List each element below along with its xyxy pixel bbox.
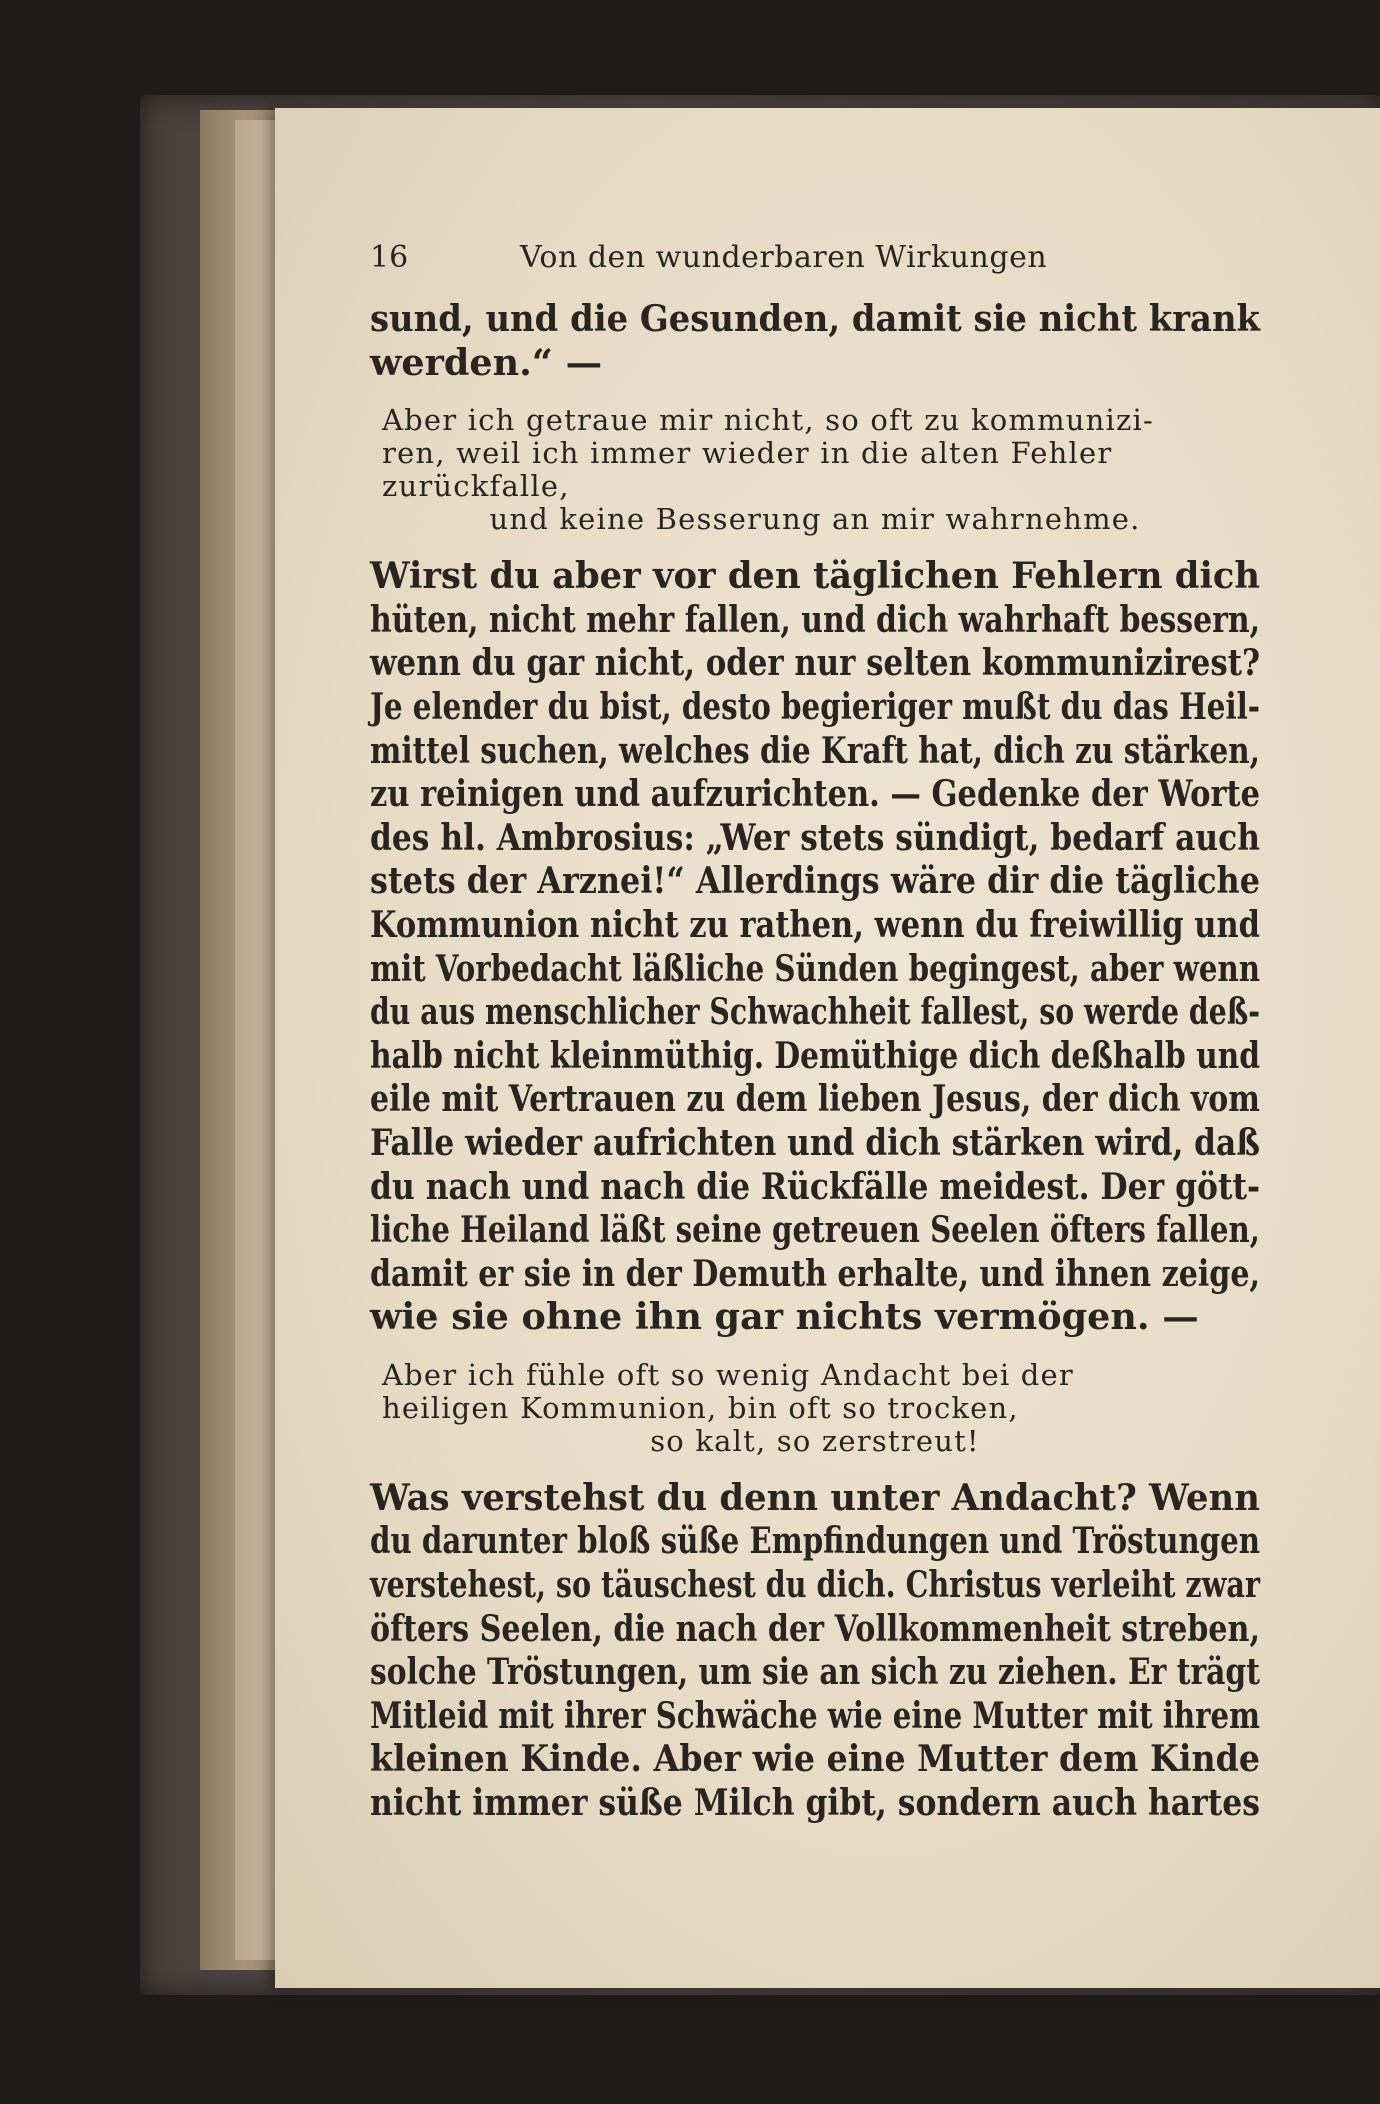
- text-line: des hl. Ambrosius: „Wer stets sündigt, bedarf auch: [370, 815, 1260, 859]
- question-objection-2: [382, 1359, 1248, 1458]
- text-line: wenn du gar nicht, oder nur selten kommunizirest?: [370, 641, 1260, 685]
- text-line: mittel suchen, welches die Kraft hat, dich zu stärken,: [370, 728, 1260, 772]
- text-line: halb nicht kleinmüthig. Demüthige dich deßhalb und: [370, 1033, 1260, 1077]
- text-line: du aus menschlicher Schwachheit fallest, so werde deß-: [370, 990, 1260, 1034]
- paragraph-answer-2: [370, 1476, 1260, 1825]
- question-line: Aber ich fühle oft so wenig Andacht bei der: [382, 1357, 1074, 1392]
- text-line: kleinen Kinde. Aber wie eine Mutter dem Kinde: [370, 1737, 1260, 1781]
- question-line: Aber ich getraue mir nicht, so oft zu kommunizi-: [382, 403, 1154, 438]
- text-line: sund, und die Gesunden, damit sie nicht krank: [370, 297, 1260, 340]
- text-line: Kommunion nicht zu rathen, wenn du freiwillig und: [370, 902, 1260, 946]
- text-line: mit Vorbedacht läßliche Sünden begingest, aber wenn: [370, 946, 1260, 990]
- question-line: so kalt, so zerstreut!: [650, 1423, 980, 1458]
- text-line: Was verstehst du denn unter Andacht? Wenn: [370, 1475, 1260, 1519]
- text-line: verstehest, so täuschest du dich. Christus verleiht zwar: [370, 1563, 1260, 1607]
- text-line: eile mit Vertrauen zu dem lieben Jesus, der dich vom: [370, 1077, 1260, 1121]
- text-line: du nach und nach die Rückfälle meidest. Der gött-: [370, 1164, 1260, 1208]
- paragraph-answer-1: [370, 554, 1260, 1339]
- text-line: du darunter bloß süße Empfindungen und Tröstungen: [370, 1519, 1260, 1563]
- text-line: Wirst du aber vor den täglichen Fehlern dich: [370, 554, 1260, 598]
- text-line: Mitleid mit ihrer Schwäche wie eine Mutter mit ihrem: [370, 1693, 1260, 1737]
- question-line: ren, weil ich immer wieder in die alten Fehler zurückfalle,: [382, 436, 1113, 504]
- text-line: solche Tröstungen, um sie an sich zu ziehen. Er trägt: [370, 1650, 1260, 1694]
- question-objection-1: [382, 404, 1248, 536]
- question-line: heiligen Kommunion, bin oft so trocken,: [382, 1390, 1019, 1425]
- text-line: stets der Arznei!“ Allerdings wäre dir die tägliche: [370, 859, 1260, 903]
- paragraph-continuation: [370, 297, 1260, 384]
- running-head: Von den wunderbaren Wirkungen: [520, 240, 1048, 275]
- text-line: werden.“ —: [370, 340, 603, 384]
- text-line: Falle wieder aufrichten und dich stärken wird, daß: [370, 1120, 1260, 1164]
- page-header: [370, 240, 1260, 275]
- text-line: wie sie ohne ihn gar nichts vermögen. —: [370, 1295, 1199, 1339]
- text-line: liche Heiland läßt seine getreuen Seelen öfters fallen,: [370, 1208, 1260, 1252]
- question-line: und keine Besserung an mir wahrnehme.: [489, 502, 1141, 537]
- text-line: damit er sie in der Demuth erhalte, und ihnen zeige,: [370, 1251, 1260, 1295]
- text-line: hüten, nicht mehr fallen, und dich wahrhaft bessern,: [370, 597, 1260, 641]
- page-text: [370, 240, 1260, 1825]
- text-line: öfters Seelen, die nach der Vollkommenheit streben,: [370, 1606, 1260, 1650]
- text-line: zu reinigen und aufzurichten. — Gedenke der Worte: [370, 772, 1260, 816]
- text-line: nicht immer süße Milch gibt, sondern auch hartes: [370, 1781, 1260, 1825]
- endpaper-edge: [235, 120, 280, 1960]
- page-number: 16: [370, 240, 409, 275]
- text-line: Je elender du bist, desto begieriger mußt du das Heil-: [370, 684, 1260, 728]
